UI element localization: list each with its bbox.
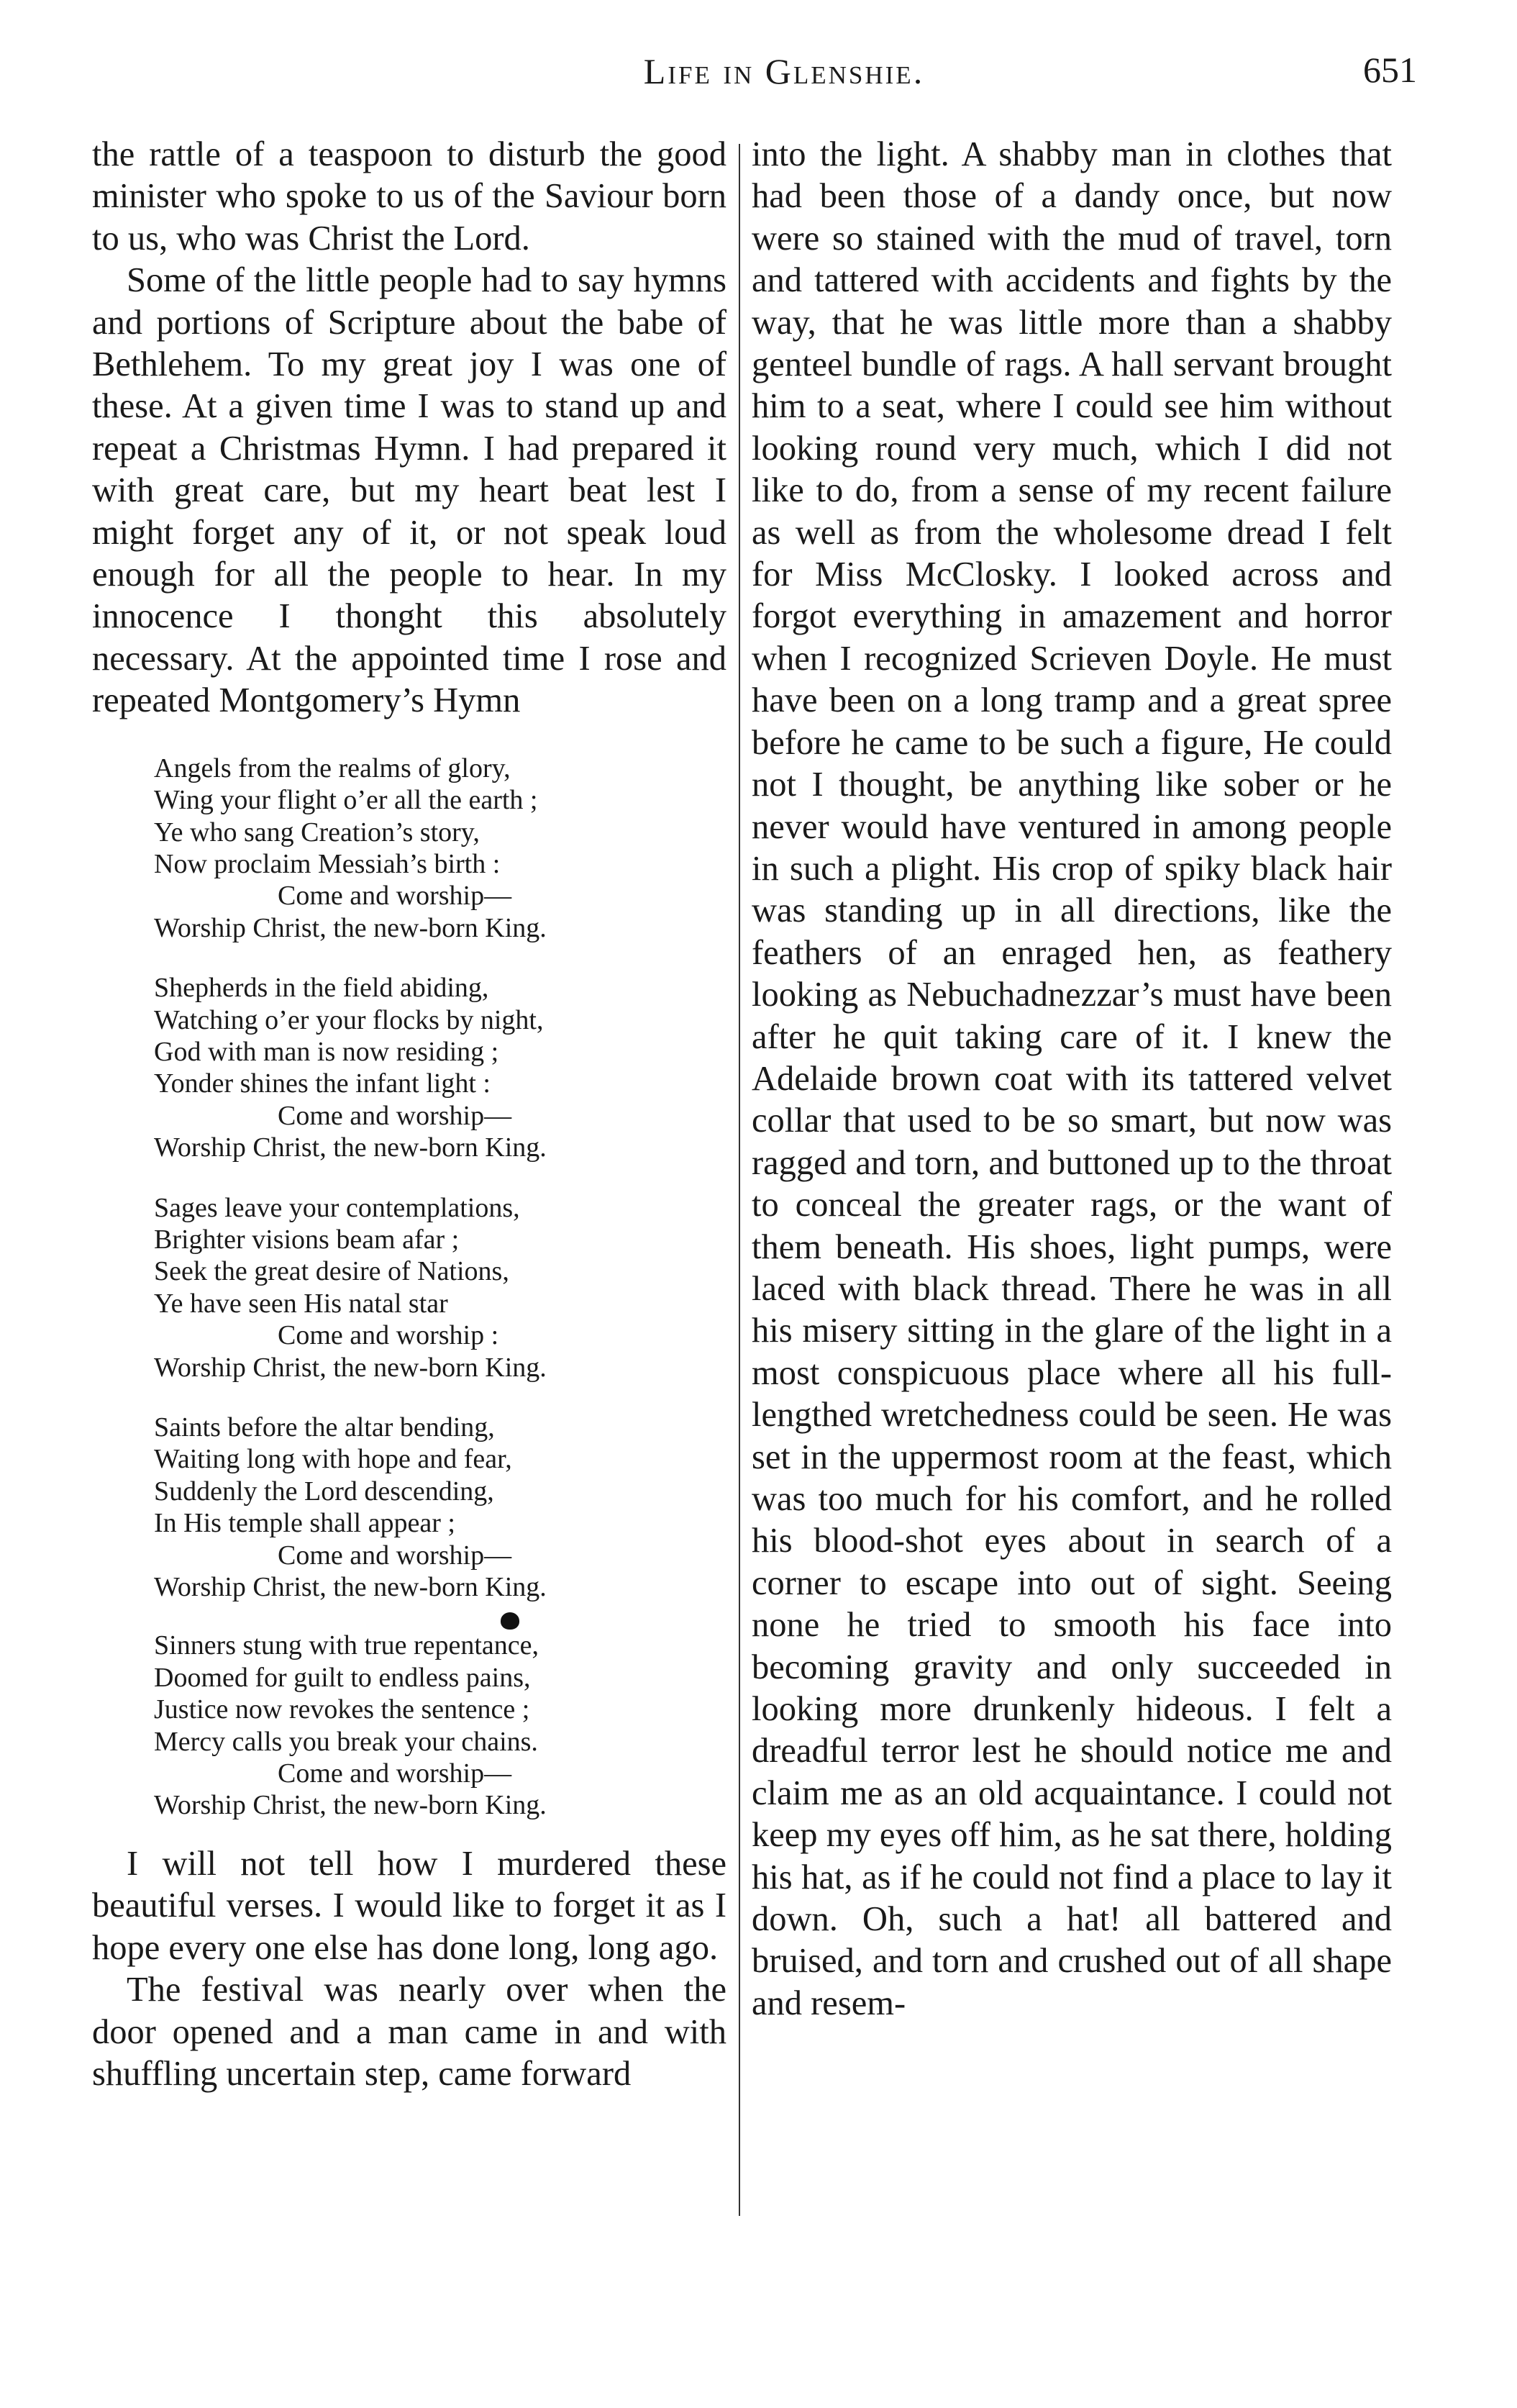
poem-line: Worship Christ, the new-born King. [154,1352,547,1383]
stanza [154,1412,726,1603]
poem-line: Worship Christ, the new-born King. [154,912,547,943]
right-column [752,134,1392,2025]
poem-line: In His temple shall appear ; [154,1508,455,1539]
poem-line: Worship Christ, the new-born King. [154,1572,547,1603]
paragraph: into the light. A shabby man in clothes that had been those of a dandy once, but now were so stained with the mud of travel, torn and tattered with accidents and fights by the way, that he was little more than a shabby genteel bundle of rags. A hall servant brought him to a seat, where I could see him without looking round very much, which I did not like to do, from a sense of my recent failure as well as from the wholesome dread I felt for Miss McClosky. I looked across and forgot everything in amazement and horror when I recognized Scrieven Doyle. He must have been on a long tramp and a great spree before he came to be such a figure, He could not I thought, be anything like sober or he never would have ventured in among people in such a plight. His crop of spiky black hair was standing up in all directions, like the feathers of an enraged hen, as feathery looking as Nebuchadnezzar’s must have been after he quit taking care of it. I knew the Adelaide brown coat with its tattered velvet collar that used to be so smart, but now was ragged and torn, and buttoned up to the throat to conceal the greater rags, or the want of them beneath. His shoes, light pumps, were laced with black thread. There he was in all his misery sitting in the glare of the light in a most conspicuous place where all his full-lengthed wretchedness could be seen. He was set in the uppermost room at the feast, which was too much for his comfort, and he rolled his blood-shot eyes about in search of a corner to escape into out of sight. Seeing none he tried to smooth his face into becoming gravity and only succeeded in looking more drunkenly hideous. I felt a dreadful terror lest he should notice me and claim me as an old acquaintance. I could not keep my eyes off him, as he sat there, holding his hat, as if he could not find a place to lay it down. Oh, such a hat! all battered and bruised, and torn and crushed out of all shape and resem- [752,135,1392,2022]
poem-line: Watching o’er your flocks by night, [154,1004,544,1035]
poem-line: Sinners stung with true repentance, [154,1630,539,1661]
ink-blot-mark [501,1612,519,1630]
poem-line: Angels from the realms of glory, [154,753,511,783]
page-number: 651 [1363,50,1417,90]
stanza [154,1630,726,1821]
poem-line: Brighter visions beam afar ; [154,1224,460,1255]
poem-line: Suddenly the Lord descending, [154,1476,494,1507]
stanza [154,753,726,944]
poem-line: Wing your flight o’er all the earth ; [154,785,538,816]
poem-line: Doomed for guilt to endless pains, [154,1662,531,1693]
poem-line: God with man is now residing ; [154,1036,499,1067]
poem-refrain-line: Come and worship— [278,1100,512,1131]
paragraph: the rattle of a teaspoon to disturb the good minister who spoke to us of the Saviour born to us, who was Christ the Lord. [92,135,726,258]
poem-refrain-line: Come and worship— [278,881,512,912]
stanza [154,972,726,1163]
paragraph: Some of the little people had to say hymns and portions of Scripture about the babe of Bethlehem. To my great joy I was one of these. At a given time I was to stand up and repeat a Christmas Hymn. I had prepared it with great care, but my heart beat lest I might forget any of it, or not speak loud enough for all the people to hear. In my innocence I thonght this absolutely necessary. At the appointed time I rose and repeated Montgomery’s Hymn [92,261,726,720]
hymn-poem [154,753,726,1822]
paragraph: The festival was nearly over when the door opened and a man came in and with shuffling uncertain step, came forward [92,1971,726,2093]
poem-line: Ye have seen His natal star [154,1288,448,1319]
poem-refrain-line: Come and worship— [278,1540,512,1571]
poem-refrain-line: Come and worship— [278,1758,512,1789]
poem-line: Saints before the altar bending, [154,1412,495,1442]
poem-line: Mercy calls you break your chains. [154,1726,538,1757]
poem-line: Waiting long with hope and fear, [154,1444,512,1475]
left-column [92,134,726,2095]
stanza [154,1192,726,1384]
poem-line: Now proclaim Messiah’s birth : [154,848,501,879]
poem-line: Shepherds in the field abiding, [154,973,489,1004]
poem-line: Justice now revokes the sentence ; [154,1694,530,1725]
column-rule [739,144,740,2216]
poem-line: Ye who sang Creation’s story, [154,817,480,848]
poem-line: Worship Christ, the new-born King. [154,1132,547,1163]
poem-line: Yonder shines the infant light : [154,1068,491,1099]
poem-refrain-line: Come and worship : [278,1320,499,1351]
poem-line: Worship Christ, the new-born King. [154,1790,547,1821]
running-title: Life in Glenshie. [643,51,925,91]
poem-line: Sages leave your contemplations, [154,1192,520,1223]
paragraph: I will not tell how I murdered these beautiful verses. I would like to forget it as I hope every one else has done long, long ago. [92,1844,726,1967]
poem-line: Seek the great desire of Nations, [154,1256,509,1287]
